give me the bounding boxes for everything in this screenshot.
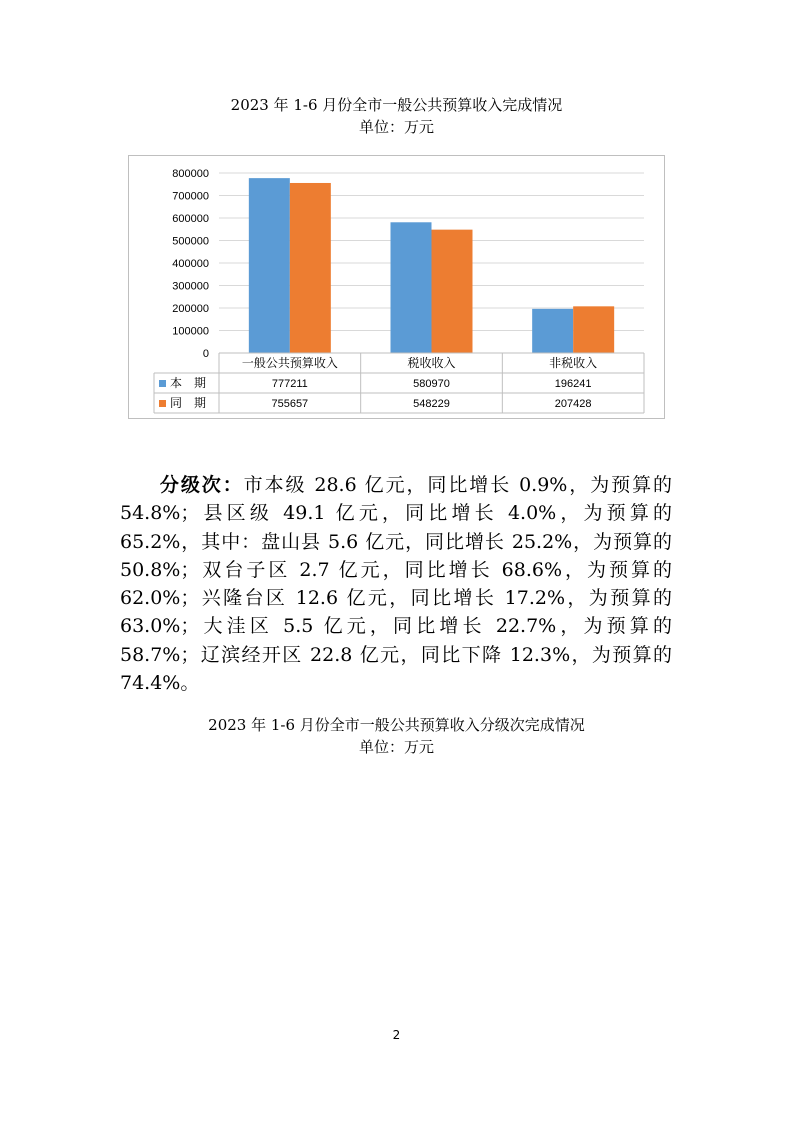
table-title: 2023 年 1-6 月份全市一般公共预算收入分级次完成情况 <box>208 716 585 734</box>
chart-svg <box>129 156 664 418</box>
series-name-1: 同 期 <box>170 396 207 410</box>
y-tick-label: 300000 <box>172 280 209 293</box>
legend-swatch-1 <box>159 400 166 407</box>
bar-current-1 <box>391 222 432 353</box>
data-value: 580970 <box>413 378 450 390</box>
paragraph-lead: 分级次： <box>158 474 244 496</box>
bar-current-0 <box>249 178 290 353</box>
y-tick-label: 800000 <box>172 168 209 180</box>
data-value: 548229 <box>413 398 450 410</box>
y-tick-label: 500000 <box>172 235 209 248</box>
data-value: 755657 <box>271 398 309 410</box>
chart-unit: 单位：万元 <box>358 118 434 136</box>
data-value: 777211 <box>271 378 308 390</box>
chart-title: 2023 年 1-6 月份全市一般公共预算收入完成情况 <box>230 96 563 114</box>
y-tick-label: 0 <box>202 348 209 360</box>
y-tick-label: 100000 <box>172 325 209 338</box>
bar-prior-2 <box>573 306 614 353</box>
category-label: 税收收入 <box>407 356 456 370</box>
page-number: 2 <box>392 1028 401 1042</box>
table-unit: 单位：万元 <box>358 738 434 756</box>
paragraph-body: 市本级 28.6 亿元，同比增长 0.9%，为预算的 54.8%；县区级 49.1 亿元，同比增长 4.0%，为预算的 65.2%，其中：盘山县 5.6 亿元，同比增长 25.2%，为预算的 50.8%；双台子区 2.7 亿元，同比增长 68.6%，为预算的 62.0%；兴隆台区 12.6 亿元，同比增长 17.2%，为预算的 63.0%；大洼区 5.5 亿元，同比增长 22.7%，为预算的 58.7%；辽滨经开区 22.8 亿元，同比下降 12.3%，为预算的 74.4%。 <box>120 474 672 695</box>
y-tick-label: 600000 <box>172 213 209 225</box>
y-tick-label: 400000 <box>172 258 209 270</box>
level-breakdown-paragraph <box>120 471 672 697</box>
category-label: 非税收入 <box>549 356 598 370</box>
data-value: 207428 <box>554 398 592 410</box>
revenue-bar-chart <box>128 155 665 419</box>
y-tick-label: 200000 <box>172 303 209 315</box>
bar-current-2 <box>532 309 573 353</box>
category-label: 一般公共预算收入 <box>241 356 338 370</box>
y-tick-label: 700000 <box>172 190 209 203</box>
series-name-0: 本 期 <box>170 376 207 390</box>
data-value: 196241 <box>554 378 592 390</box>
bar-prior-0 <box>290 183 331 353</box>
legend-swatch-0 <box>159 380 166 387</box>
bar-prior-1 <box>432 230 473 353</box>
